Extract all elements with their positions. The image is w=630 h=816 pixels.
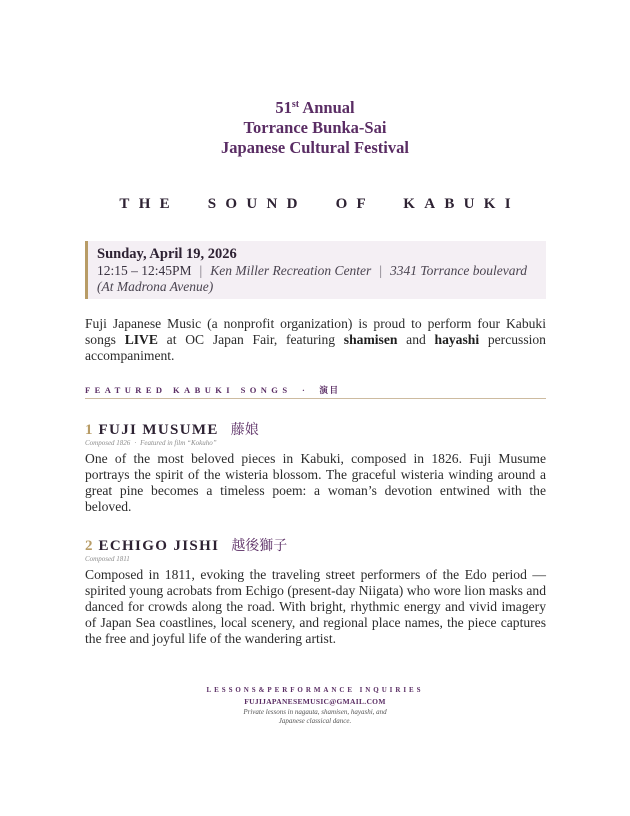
song-title-echigo-jishi xyxy=(85,535,546,555)
section-dot: · xyxy=(302,385,310,395)
event-separator: | xyxy=(199,263,203,278)
section-label: FEATURED KABUKI SONGS xyxy=(85,385,292,395)
intro-text-1: Fuji Japanese Music (a nonprofit organization) is proud to perform four Kabuki songs xyxy=(85,316,546,347)
song-japanese-name: 越後獅子 xyxy=(231,538,288,554)
ordinal-suffix: st xyxy=(291,99,300,110)
song-number: 2 xyxy=(85,538,93,554)
featured-songs-heading xyxy=(85,384,546,399)
footer-note-line-1: Private lessons in nagauta, shamisen, hayashi, and xyxy=(243,708,387,716)
song-description-echigo-jishi: Composed in 1811, evoking the traveling street performers of the Edo period — spirited young acrobats from Echigo (present-day Niigata) who wore lion masks and danced for crowds along the road. With bright, rhythmic energy and vivid imagery of Japan Sea coastlines, local scenery, and regional place names, the piece captures the free and joyful life of the wandering artist. xyxy=(85,567,546,646)
footer-note xyxy=(0,708,630,726)
song-composed: Composed 1811 xyxy=(85,555,130,563)
intro-paragraph xyxy=(85,316,546,364)
song-description-fuji-musume: One of the most beloved pieces in Kabuki, composed in 1826. Fuji Musume portrays the spirit of the wisteria blossom. The graceful wisteria winding around a great pine becomes a timeless poem: a woman’s devotion entwined with the beloved. xyxy=(85,451,546,514)
song-meta-fuji-musume xyxy=(85,439,546,447)
event-address: 3341 Torrance boulevard (At Madrona Avenue) xyxy=(97,263,528,294)
event-venue: Ken Miller Recreation Center xyxy=(210,263,372,278)
intro-text-4: percussion accompaniment. xyxy=(85,332,546,363)
event-time: 12:15 – 12:45PM xyxy=(97,263,192,278)
intro-live-emphasis: LIVE xyxy=(124,332,158,347)
intro-hayashi-emphasis: hayashi xyxy=(434,332,480,347)
annual-label: Annual xyxy=(299,98,355,117)
song-composed: Composed 1826 xyxy=(85,439,131,447)
intro-text-2: at OC Japan Fair, featuring xyxy=(157,332,344,347)
song-name: ECHIGO JISHI xyxy=(98,538,220,554)
event-info-box xyxy=(85,241,546,299)
footer-heading: LESSONS&PERFORMANCE INQUIRIES xyxy=(206,686,424,694)
song-meta-separator: · xyxy=(134,439,137,447)
song-film-note: Featured in film “Kokuho” xyxy=(140,439,217,447)
footer-note-line-2: Japanese classical dance. xyxy=(278,717,352,725)
ordinal-number: 51 xyxy=(275,98,292,117)
event-date: Sunday, April 19, 2026 xyxy=(97,246,237,262)
event-time-location xyxy=(97,263,538,295)
section-kanji: 演目 xyxy=(319,386,340,396)
song-meta-echigo-jishi xyxy=(85,555,546,563)
footer-email[interactable]: FUJIJAPANESEMUSIC@GMAIL.COM xyxy=(244,697,386,706)
festival-line-3: Japanese Cultural Festival xyxy=(221,138,409,157)
footer-inquiries xyxy=(0,686,630,726)
song-title-fuji-musume xyxy=(85,419,546,439)
song-japanese-name: 藤娘 xyxy=(230,422,259,438)
intro-shamisen-emphasis: shamisen xyxy=(343,332,398,347)
event-separator-2: | xyxy=(379,263,383,278)
festival-heading xyxy=(0,98,630,158)
song-name: FUJI MUSUME xyxy=(98,422,219,438)
main-title: THE SOUND OF KABUKI xyxy=(119,196,520,212)
song-number: 1 xyxy=(85,422,93,438)
intro-text-3: and xyxy=(397,332,435,347)
festival-line-2: Torrance Bunka-Sai xyxy=(243,118,387,137)
festival-line-1 xyxy=(0,98,630,118)
